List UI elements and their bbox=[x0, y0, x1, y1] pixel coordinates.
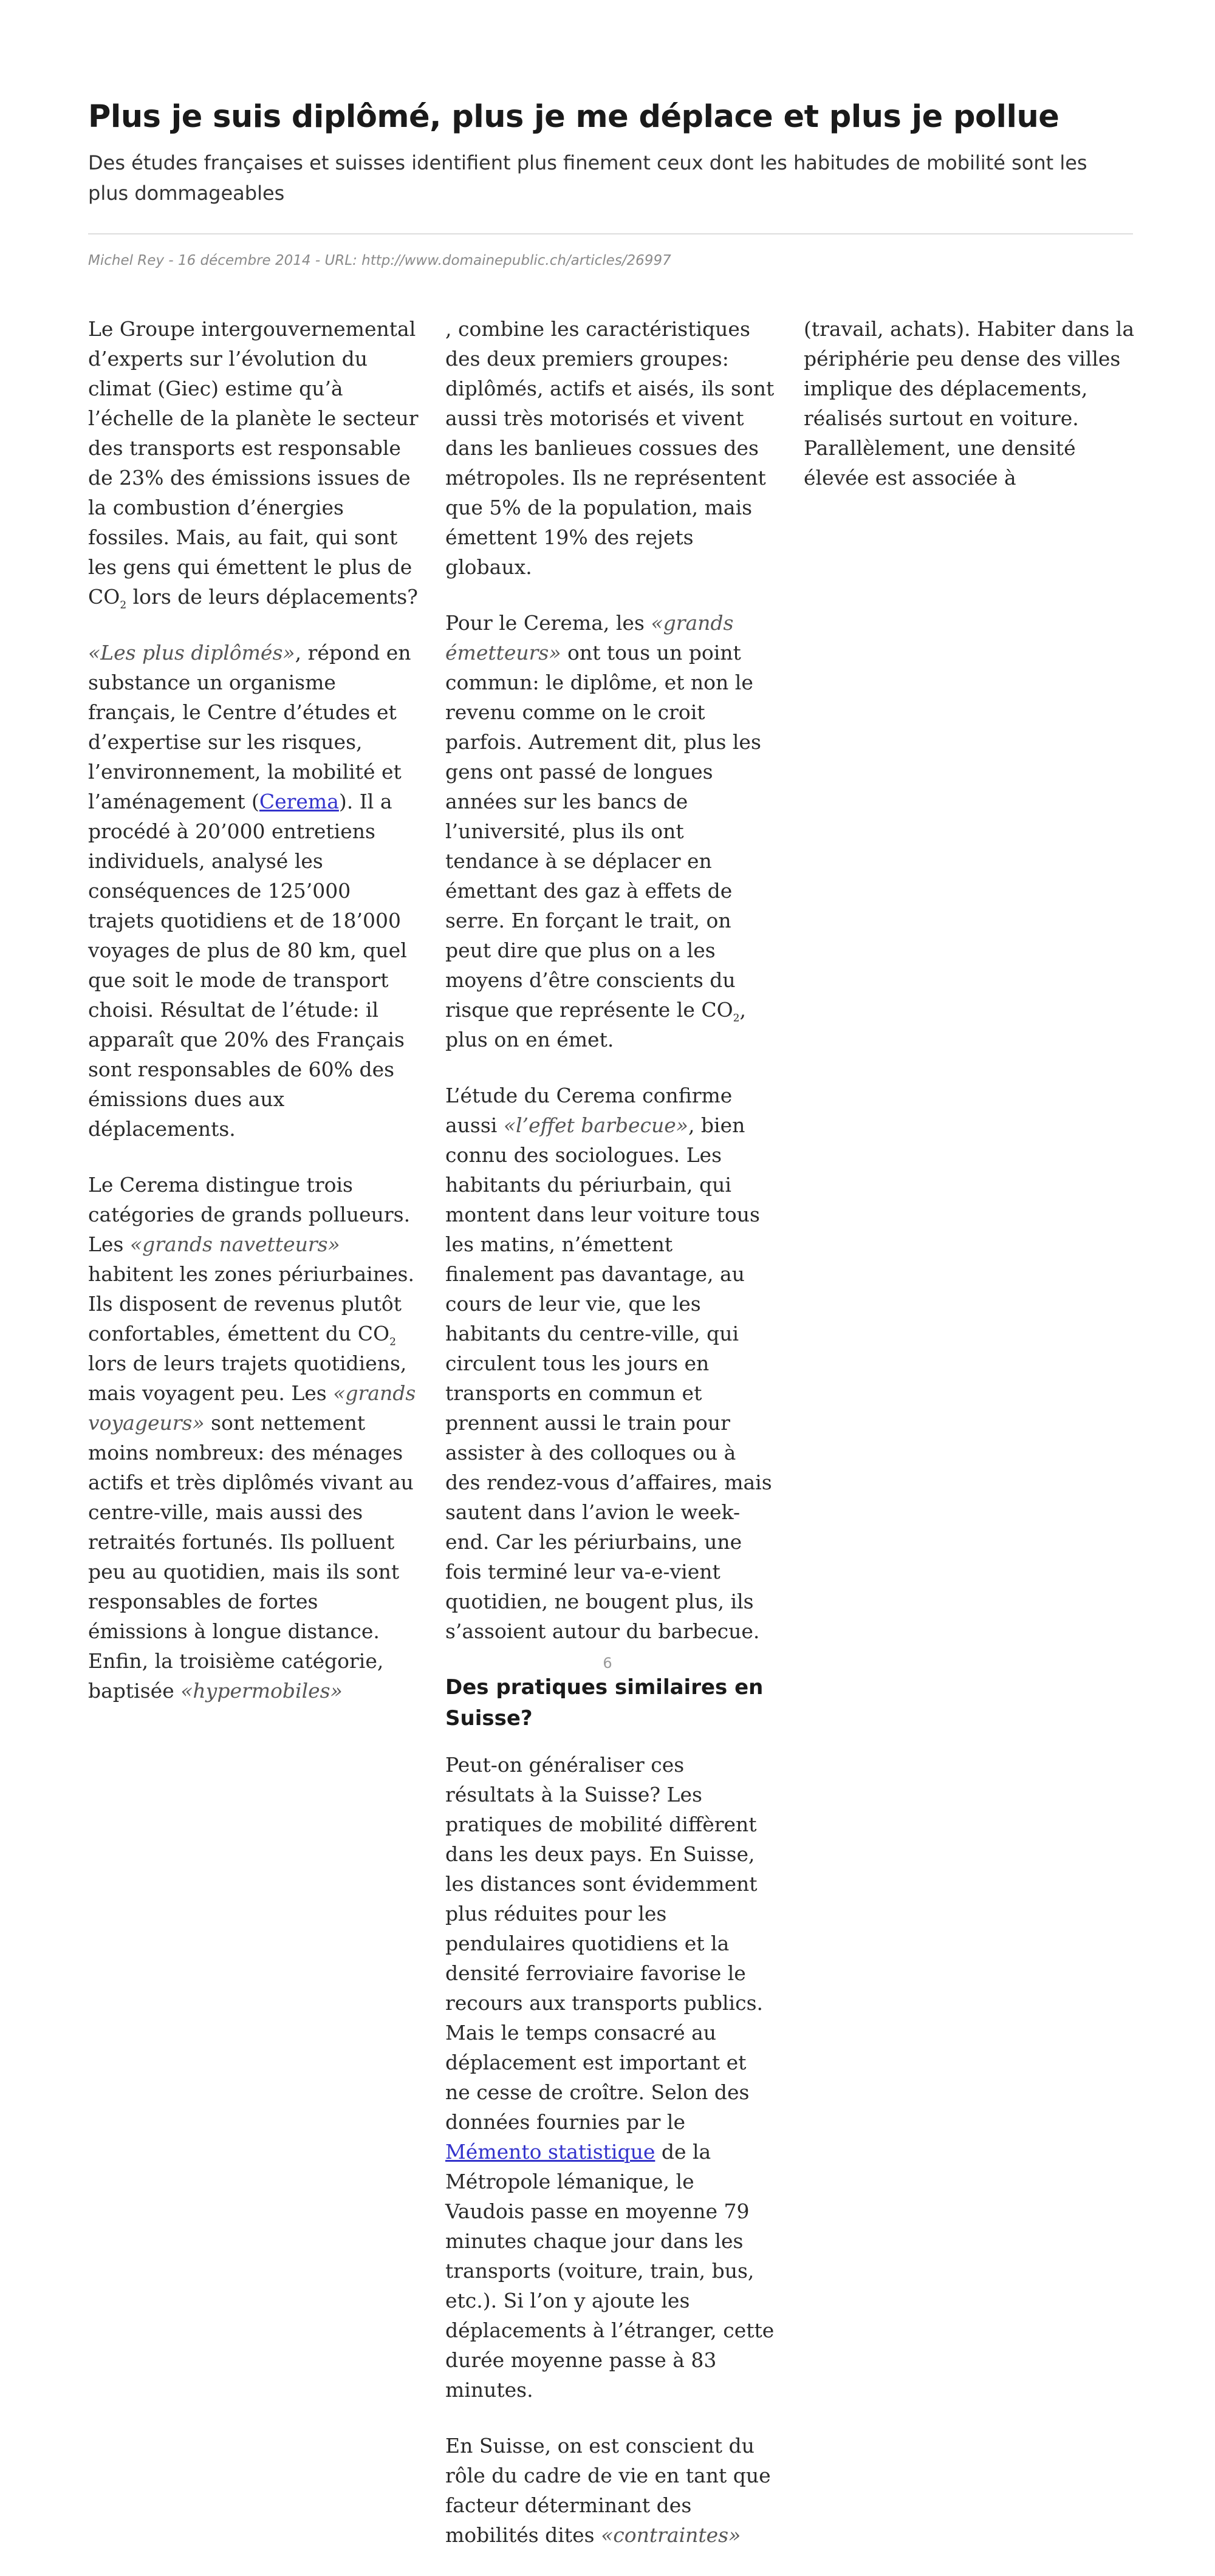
subscript-2: 2 bbox=[733, 1012, 740, 1025]
paragraph-categories-part1-cont: , combine les caractéristiques des deux premiers groupes: diplômés, actifs et aisés, ils sont aussi très motorisés et vivent dans les banlieues cossues des métropoles. Ils ne représentent que 5% de la population, mais émettent 19% des rejets globaux. bbox=[445, 317, 775, 579]
subscript-2: 2 bbox=[389, 1336, 396, 1348]
quote-grands-voyageurs: «grands voyageurs» bbox=[88, 1381, 416, 1435]
quote-grands-navetteurs: «grands navetteurs» bbox=[129, 1232, 340, 1256]
quote-plus-diplomes: «Les plus diplômés» bbox=[88, 641, 295, 664]
article-title: Plus je suis diplômé, plus je me déplace et plus je pollue bbox=[88, 99, 1059, 135]
paragraph-cadre-de-vie-cont: (travail, achats). Habiter dans la périphérie peu dense des villes implique des déplacements, réalisés surtout en voiture. Parallèlement, une densité élevée est associée à bbox=[804, 317, 1135, 490]
header-divider bbox=[88, 233, 1133, 234]
paragraph-effet-barbecue: L’étude du Cerema confirme aussi «l’effet barbecue», bien connu des sociologues. Les habitants du périurbain, qui montent dans leur voiture tous les matins, n’émettent finalement pas davantage, au cours de leur vie, que les habitants du centre-ville, qui circulent tous les jours en transports en commun et prennent aussi le train pour assister à des colloques ou à des rendez-vous d’affaires, mais sautent dans l’avion le week-end. Car les périurbains, une fois terminé leur va-e-vient quotidien, ne bougent plus, ils s’assoient autour du barbecue. bbox=[445, 1084, 772, 1643]
paragraph-plus-diplomes: «Les plus diplômés», répond en substance un organisme français, le Centre d’études et d’expertise sur les risques, l’environnement, la mobilité et l’aménagement (Cerema). Il a procédé à 20’000 entretiens individuels, analysé les conséquences de 125’000 trajets quotidiens et de 18’000 voyages de plus de 80 km, quel que soit le mode de transport choisi. Résultat de l’étude: il apparaît que 20% des Français sont responsables de 60% des émissions dues aux déplacements. bbox=[88, 641, 411, 1141]
paragraph-giec: Le Groupe intergouvernemental d’experts sur l’évolution du climat (Giec) estime qu’à l’échelle de la planète le secteur des transports est responsable de 23% des émissions issues de la combustion d’énergies fossiles. Mais, au fait, qui sont les gens qui émettent le plus de $CO_2$ lors de leurs déplacements? bbox=[88, 317, 419, 612]
text-column-2 bbox=[445, 314, 776, 2576]
article-subtitle: Des études françaises et suisses identifient plus finement ceux dont les habitudes de mobilité sont les plus dommageables bbox=[88, 151, 1087, 205]
text-column-1 bbox=[88, 314, 419, 1732]
quote-effet-barbecue: «l’effet barbecue» bbox=[503, 1113, 688, 1137]
paragraph-grands-emetteurs: Pour le Cerema, les «grands émetteurs» ont tous un point commun: le diplôme, et non le revenu comme on le croit parfois. Autrement dit, plus les gens ont passé de longues années sur les bancs de l’université, plus ils ont tendance à se déplacer en émettant des gaz à effets de serre. En forçant le trait, on peut dire que plus on a les moyens d’être conscients du risque que représente le $CO_2$, plus on en émet. bbox=[445, 611, 761, 1051]
quote-contraintes: «contraintes» bbox=[601, 2523, 741, 2547]
quote-hypermobiles: «hypermobiles» bbox=[180, 1679, 343, 1703]
article-byline: Michel Rey - 16 décembre 2014 - URL: http://www.domainepublic.ch/articles/26997 bbox=[88, 253, 671, 268]
paragraph-suisse-generaliser: Peut-on généraliser ces résultats à la Suisse? Les pratiques de mobilité diffèrent dans les deux pays. En Suisse, les distances sont évidemment plus réduites pour les pendulaires quotidiens et la densité ferroviaire favorise le recours aux transports publics. Mais le temps consacré au déplacement est important et ne cesse de croître. Selon des données fournies par le Mémento statistique de la Métropole lémanique, le Vaudois passe en moyenne 79 minutes chaque jour dans les transports (voiture, train, bus, etc.). Si l’on y ajoute les déplacements à l’étranger, cette durée moyenne passe à 83 minutes. bbox=[445, 1753, 775, 2402]
text-column-3 bbox=[804, 314, 1135, 519]
page-number: 6 bbox=[603, 1655, 612, 1672]
section-heading-suisse: Des pratiques similaires en Suisse? bbox=[445, 1675, 764, 1730]
paragraph-categories-part1: Le Cerema distingue trois catégories de grands pollueurs. Les «grands navetteurs» habitent les zones périurbaines. Ils disposent de revenus plutôt confortables, émettent du $CO_2$ lors de leurs trajets quotidiens, mais voyagent peu. Les «grands voyageurs» sont nettement moins nombreux: des ménages actifs et très diplômés vivant au centre-ville, mais aussi des retraités fortunés. Ils polluent peu au quotidien, mais ils sont responsables de fortes émissions à longue distance. Enfin, la troisième catégorie, baptisée «hypermobiles» bbox=[88, 1173, 416, 1703]
cerema-link[interactable]: Cerema bbox=[259, 790, 339, 813]
paragraph-cadre-de-vie: En Suisse, on est conscient du rôle du cadre de vie en tant que facteur déterminant des mobilités dites «contraintes» bbox=[445, 2434, 771, 2547]
memento-statistique-link[interactable]: Mémento statistique bbox=[445, 2140, 655, 2164]
subscript-2: 2 bbox=[120, 599, 127, 612]
quote-grands-emetteurs: «grands émetteurs» bbox=[445, 611, 734, 664]
